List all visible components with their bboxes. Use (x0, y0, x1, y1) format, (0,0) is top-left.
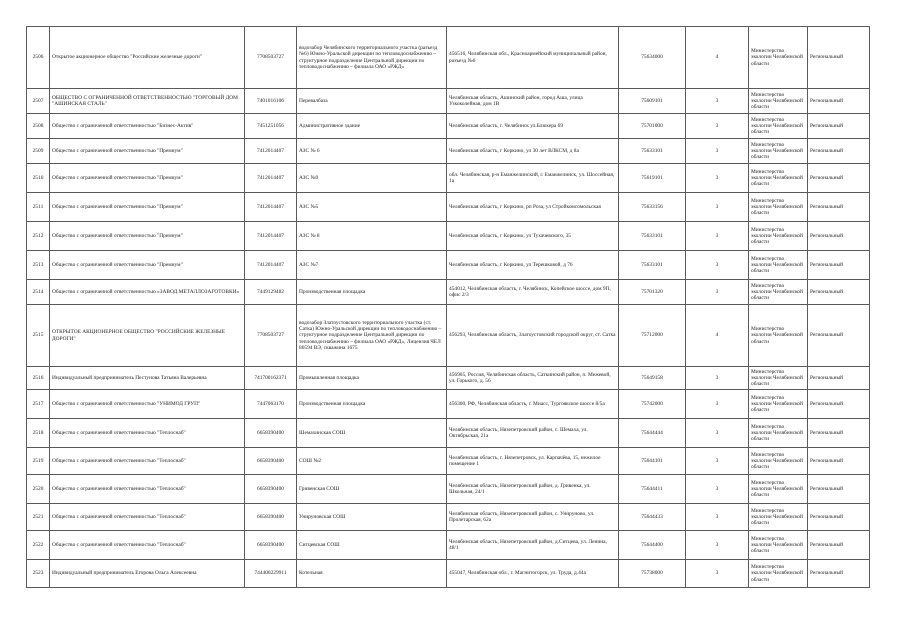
row-number: 2508 (27, 114, 50, 139)
table-row (27, 222, 870, 251)
supervision-level: Региональный (808, 251, 870, 280)
authority-name: Министерство экологии Челябинской области (749, 251, 808, 280)
authority-name: Министерство экологии Челябинской области (749, 504, 808, 531)
supervision-level: Региональный (808, 114, 870, 139)
supervision-level: Региональный (808, 531, 870, 560)
table-row (27, 251, 870, 280)
inn-code: 7412014407 (245, 251, 297, 280)
table-row (27, 139, 870, 164)
object-address: Челябинская область, Нязепетровский район, д. Гривенка, ул. Школьная, 24/1 (447, 475, 619, 504)
object-address: 455047, Челябинская обл., г. Магнитогорск, ул. Труда, д.44а (447, 560, 619, 588)
category-value: 3 (686, 222, 749, 251)
supervision-level: Региональный (808, 448, 870, 475)
supervision-level: Региональный (808, 280, 870, 305)
table-row (27, 390, 870, 419)
organization-name: Общество с ограниченной ответственностью "Премиум" (50, 193, 245, 222)
inn-code: 6658390400 (245, 419, 297, 448)
row-number: 2513 (27, 251, 50, 280)
object-address: 456300, РФ, Челябинская область, г. Миасс, Тургоякское шоссе 8/5а (447, 390, 619, 419)
object-name: Котельная (297, 560, 447, 588)
okato-code: 75701320 (619, 280, 686, 305)
inn-code: 7708503727 (245, 305, 297, 367)
row-number: 2514 (27, 280, 50, 305)
row-number: 2519 (27, 448, 50, 475)
object-name: АЗС № 8 (297, 222, 447, 251)
authority-name: Министерство экологии Челябинской области (749, 475, 808, 504)
table-row (27, 280, 870, 305)
organization-name: Общество с ограниченной ответственностью "Теплоснаб" (50, 531, 245, 560)
supervision-level: Региональный (808, 475, 870, 504)
object-name: СОШ №2 (297, 448, 447, 475)
organization-name: Общество с ограниченной ответственностью "УНИМОД ГРУП" (50, 390, 245, 419)
row-number: 2523 (27, 560, 50, 588)
okato-code: 75649158 (619, 367, 686, 390)
supervision-level: Региональный (808, 193, 870, 222)
supervision-level: Региональный (808, 89, 870, 114)
object-name: Перевалбаза (297, 89, 447, 114)
inn-code: 744400229911 (245, 560, 297, 588)
organization-name: Общество с ограниченной ответственностью "Премиум" (50, 251, 245, 280)
authority-name: Министерство экологии Челябинской области (749, 390, 808, 419)
organization-name: Общество с ограниченной ответственностью "Теплоснаб" (50, 448, 245, 475)
organization-name: Общество с ограниченной ответственностью "Теплоснаб" (50, 504, 245, 531)
authority-name: Министерство экологии Челябинской области (749, 419, 808, 448)
inn-code: 7447063170 (245, 390, 297, 419)
row-number: 2518 (27, 419, 50, 448)
object-name: водозабор Златоустовского территориального участка (ст. Сатка) Южно-Уральской дирекции по тепловодоснабжению – структурное подразделение Центральной дирекции по тепловодоснабжению – филиала ОАО «РЖД», Лицензия ЧЕЛ 80594 ВЭ, скважина 1675 (297, 305, 447, 367)
table-row (27, 448, 870, 475)
supervision-level: Региональный (808, 390, 870, 419)
okato-code: 75609101 (619, 89, 686, 114)
inn-code: 7412014407 (245, 193, 297, 222)
supervision-level: Региональный (808, 139, 870, 164)
authority-name: Министерство экологии Челябинской области (749, 193, 808, 222)
object-address: Челябинская область, г Коркино, ул 30 лет ВЛКСМ, д 8а (447, 139, 619, 164)
organization-name: Индивидуальный предприниматель Егорова Ольга Алексеевна (50, 560, 245, 588)
registry-table-body (27, 27, 870, 588)
authority-name: Министерство экологии Челябинской области (749, 367, 808, 390)
inn-code: 7412014407 (245, 222, 297, 251)
inn-code: 7708503727 (245, 27, 297, 89)
authority-name: Министерство экологии Челябинской области (749, 27, 808, 89)
category-value: 3 (686, 139, 749, 164)
inn-code: 7412014407 (245, 139, 297, 164)
object-address: Челябинская область, Нязепетровский район, с. Шемаха, ул. Октябрьская, 21а (447, 419, 619, 448)
row-number: 2507 (27, 89, 50, 114)
table-row (27, 164, 870, 193)
row-number: 2517 (27, 390, 50, 419)
table-row (27, 531, 870, 560)
category-value: 4 (686, 27, 749, 89)
category-value: 3 (686, 251, 749, 280)
okato-code: 75619101 (619, 164, 686, 193)
category-value: 3 (686, 390, 749, 419)
supervision-level: Региональный (808, 560, 870, 588)
organization-name: Индивидуальный предприниматель Пестунова Татьяна Валерьевна (50, 367, 245, 390)
row-number: 2522 (27, 531, 50, 560)
category-value: 3 (686, 419, 749, 448)
object-name: Промышленная площадка (297, 367, 447, 390)
category-value: 3 (686, 504, 749, 531)
organization-name: Общество с ограниченной ответственностью "Бизнес-Актив" (50, 114, 245, 139)
okato-code: 75701000 (619, 114, 686, 139)
okato-code: 75644433 (619, 504, 686, 531)
organization-name: Общество с ограниченной ответственностью "Теплоснаб" (50, 419, 245, 448)
organization-name: Общество с ограниченной ответственностью «ЗАВОД МЕТАЛЛОЗАГОТОВКИ» (50, 280, 245, 305)
authority-name: Министерство экологии Челябинской области (749, 280, 808, 305)
row-number: 2515 (27, 305, 50, 367)
object-address: Челябинская область, Нязепетровский район, д.Ситцева, ул. Ленина, 48/1 (447, 531, 619, 560)
category-value: 3 (686, 193, 749, 222)
row-number: 2511 (27, 193, 50, 222)
object-name: Производственная площадка (297, 390, 447, 419)
object-address: 454012, Челябинская область, г. Челябинск, Копейское шоссе, дом 9П, офис 2/3 (447, 280, 619, 305)
inn-code: 741700162371 (245, 367, 297, 390)
supervision-level: Региональный (808, 222, 870, 251)
object-name: АЗС № 6 (297, 139, 447, 164)
object-address: Челябинская область, г Коркино, рп Роза, ул Стройкомсомольская (447, 193, 619, 222)
registry-table (26, 26, 870, 588)
object-name: АЗС №7 (297, 251, 447, 280)
object-address: 456293, Челябинская область, Златоустовский городской округ, ст. Сатка (447, 305, 619, 367)
organization-name: Общество с ограниченной ответственностью "Премиум" (50, 222, 245, 251)
row-number: 2521 (27, 504, 50, 531)
authority-name: Министерство экологии Челябинской области (749, 114, 808, 139)
organization-name: Общество с ограниченной ответственностью "Премиум" (50, 164, 245, 193)
object-name: АЗС №9 (297, 164, 447, 193)
okato-code: 75633156 (619, 193, 686, 222)
category-value: 3 (686, 531, 749, 560)
inn-code: 7449129482 (245, 280, 297, 305)
inn-code: 6658390400 (245, 475, 297, 504)
organization-name: Общество с ограниченной ответственностью "Теплоснаб" (50, 475, 245, 504)
supervision-level: Региональный (808, 27, 870, 89)
object-name: Административное здание (297, 114, 447, 139)
registry-page (26, 26, 869, 588)
category-value: 4 (686, 305, 749, 367)
table-row (27, 367, 870, 390)
table-row (27, 305, 870, 367)
organization-name: Открытое акционерное общество "Российские железные дороги" (50, 27, 245, 89)
table-row (27, 419, 870, 448)
okato-code: 75644400 (619, 531, 686, 560)
object-address: Челябинская область, г Коркино, ул Терешковой, д 76 (447, 251, 619, 280)
table-row (27, 114, 870, 139)
table-row (27, 89, 870, 114)
inn-code: 6658390400 (245, 504, 297, 531)
table-row (27, 475, 870, 504)
authority-name: Министерство экологии Челябинской области (749, 448, 808, 475)
category-value: 3 (686, 114, 749, 139)
inn-code: 6658390400 (245, 448, 297, 475)
table-row (27, 193, 870, 222)
organization-name: Общество с ограниченной ответственностью "Премиум" (50, 139, 245, 164)
okato-code: 75742000 (619, 390, 686, 419)
okato-code: 75644411 (619, 475, 686, 504)
inn-code: 7412014407 (245, 164, 297, 193)
okato-code: 75633101 (619, 251, 686, 280)
object-name: Шемахинская СОШ (297, 419, 447, 448)
object-address: 456905, Россия, Челябинская область, Саткинский район, п. Межевой, ул. Горького, д. 56 (447, 367, 619, 390)
category-value: 3 (686, 448, 749, 475)
authority-name: Министерство экологии Челябинской области (749, 560, 808, 588)
category-value: 3 (686, 89, 749, 114)
category-value: 3 (686, 164, 749, 193)
authority-name: Министерство экологии Челябинской области (749, 139, 808, 164)
object-address: Челябинская область, г. Нязепетровск, ул. Карпачёва, 15, нежилое помещение 1 (447, 448, 619, 475)
inn-code: 6658390400 (245, 531, 297, 560)
row-number: 2520 (27, 475, 50, 504)
authority-name: Министерство экологии Челябинской области (749, 305, 808, 367)
row-number: 2512 (27, 222, 50, 251)
authority-name: Министерство экологии Челябинской области (749, 531, 808, 560)
row-number: 2510 (27, 164, 50, 193)
row-number: 2506 (27, 27, 50, 89)
row-number: 2516 (27, 367, 50, 390)
inn-code: 7451251056 (245, 114, 297, 139)
supervision-level: Региональный (808, 367, 870, 390)
inn-code: 7401016106 (245, 89, 297, 114)
authority-name: Министерство экологии Челябинской области (749, 222, 808, 251)
table-row (27, 504, 870, 531)
table-row (27, 27, 870, 89)
object-name: АЗС №5 (297, 193, 447, 222)
object-address: Челябинская область, Ашинский район, город Аша, улица Узкоколейная, дом 1В (447, 89, 619, 114)
organization-name: ОТКРЫТОЕ АКЦИОНЕРНОЕ ОБЩЕСТВО "РОССИЙСКИЕ ЖЕЛЕЗНЫЕ ДОРОГИ" (50, 305, 245, 367)
table-row (27, 560, 870, 588)
object-address: обл. Челябинская, р-н Еманжелинский, г. Еманжелинск, ул. Шоссейная, 1а (447, 164, 619, 193)
category-value: 3 (686, 280, 749, 305)
authority-name: Министерство экологии Челябинской области (749, 164, 808, 193)
supervision-level: Региональный (808, 504, 870, 531)
supervision-level: Региональный (808, 305, 870, 367)
object-name: Ситцевская СОШ (297, 531, 447, 560)
organization-name: ОБЩЕСТВО С ОГРАНИЧЕННОЙ ОТВЕТСТВЕННОСТЬЮ "ТОРГОВЫЙ ДОМ "АШИНСКАЯ СТАЛЬ" (50, 89, 245, 114)
object-name: водозабор Челябинского территориального участка (разъезд №6) Южно-Уральской дирекции по тепловодоснабжению – структурное подразделение Центральной дирекции по тепловодоснабжению – филиала ОАО «РЖД» (297, 27, 447, 89)
authority-name: Министерство экологии Челябинской области (749, 89, 808, 114)
object-name: Производственная площадка (297, 280, 447, 305)
category-value: 3 (686, 560, 749, 588)
row-number: 2509 (27, 139, 50, 164)
okato-code: 75634000 (619, 27, 686, 89)
category-value: 3 (686, 475, 749, 504)
object-name: Гривенская СОШ (297, 475, 447, 504)
object-address: Челябинская область, Нязепетровский район, с. Унируново, ул. Пролетарская, 62а (447, 504, 619, 531)
okato-code: 75633101 (619, 139, 686, 164)
object-name: Унируновская СОШ (297, 504, 447, 531)
object-address: Челябинская область, г Коркино, ул Тухачевского, 35 (447, 222, 619, 251)
okato-code: 75712000 (619, 305, 686, 367)
okato-code: 75644101 (619, 448, 686, 475)
okato-code: 75644444 (619, 419, 686, 448)
supervision-level: Региональный (808, 419, 870, 448)
object-address: Челябинская область, г. Челябинск ул.Блюхера 69 (447, 114, 619, 139)
okato-code: 75633101 (619, 222, 686, 251)
object-address: 456516, Челябинская обл., Красноармейский муниципальный район, разъезд №6 (447, 27, 619, 89)
category-value: 3 (686, 367, 749, 390)
supervision-level: Региональный (808, 164, 870, 193)
okato-code: 75738000 (619, 560, 686, 588)
